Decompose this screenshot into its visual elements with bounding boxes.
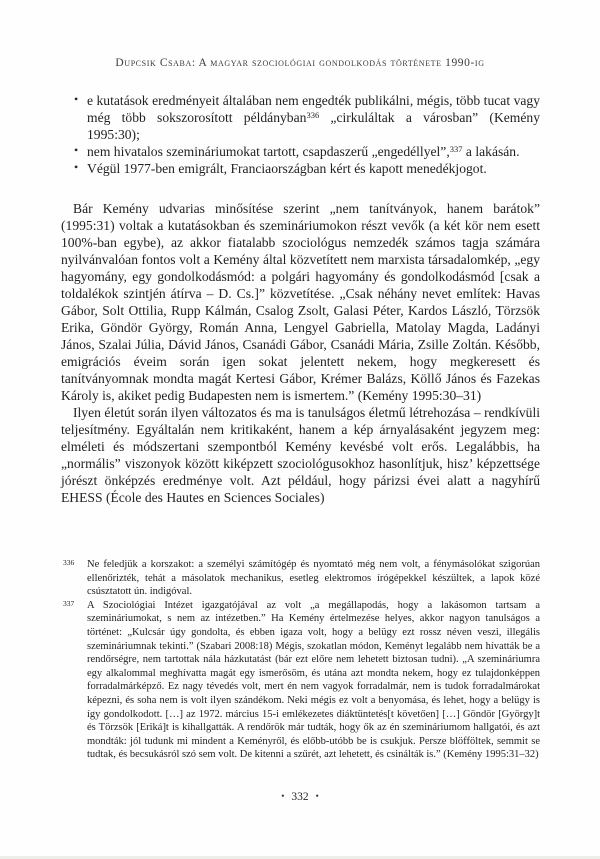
footnote-number: 336 [63,558,75,567]
footnote [61,599,540,762]
bullet-icon: • [74,143,79,157]
page-body [61,92,540,506]
paragraph [61,404,540,506]
running-header [0,57,600,69]
footnotes-section [61,558,540,762]
footnote-text: A Szociológiai Intézet igazgatójával az volt „a megállapodás, hogy a lakásomon tartsam a szemináriumokat, s nem az intézetben.” Ha Kemény értelmezése helyes, akkor nagyon tanulságos a történet: „Kulcsár úgy gondolta, és ebben igaza volt, hogy a belügy ezt rossz néven veszi, illegális szemináriumnak tekinti.” (Szabari 2008:18) Mégis, szokatlan módon, Keményt legalább nem hívatták be a rendőrségre, nem tartottak nála házkutatást (bár ezt előre nem lehetett biztosan tudni). „A szemináriumra egy alkalommal meghívatta magát egy ismerősöm, és utána azt mondta nekem, hogy ez tulajdonképpen forradalmárképző. Ez nagy tévedés volt, mert én nem vagyok forradalmár, nem is tudok forradalmárokat képezni, és soha nem is volt ilyen szándékom. Neki mégis ez volt a benyomása, és lehet, hogy a belügy is így gondolkodott. […] az 1972. március 15-i emlékezetes diáktüntetés[t követően] […] Göndör [György]t és Törzsök [Eriká]t is kihallgatták. A rendőrök már tudták, hogy ők az én szemináriumom hallgatói, és azt mondták: jól tudunk mi mindent a Keményről, és előbb-utóbb be is csukjuk. Persze blöfföltek, semmit se tudtak, és becsukásról szó sem volt. De kitenni a szűrét, azt lehetett, és csinálták is.” (Kemény 1995:31–32) [87,599,540,761]
bullet-text: Végül 1977-ben emigrált, Franciaországban kért és kapott menedékjogot. [87,161,487,176]
footnote-text: Ne feledjük a korszakot: a személyi számítógép és nyomtató még nem volt, a fénymásolókat szigorúan ellenőrizték, tehát a másolatok mechanikus, esetleg elektromos írógépekkel készültek, a lapok közé csúsztatott ún. indigóval. [87,559,540,598]
running-header-text: Dupcsik Csaba: A magyar szociológiai gondolkodás története 1990-ig [115,57,485,69]
paragraph-text: Bár Kemény udvarias minősítése szerint „nem tanítványok, hanem barátok” (1995:31) voltak a kutatásokban és szemináriumokon részt vevők (a két kör nem esett 100%-ban egybe), az akkor fiatalabb szociológus nemzedék számos tagja számára nyilvánvalóan fontos volt a Kemény által közvetített nem marxista társadalomkép, „egy hagyomány, egy gondolkodásmód: a polgári hagyomány és gondolkodásmód [csak a toldalékok szintjén átírva – D. Cs.]” közvetítése. „Csak néhány nevet említek: Havas Gábor, Solt Ottilia, Rupp Kálmán, Csalog Zsolt, Galasi Péter, Kardos László, Törzsök Erika, Göndör György, Román Anna, Lengyel Gabriella, Matolay Magda, Ladányi János, Szalai Júlia, Dávid János, Csanádi Gábor, Csanádi Mária, Zsille Zoltán. Később, emigrációs éveim során igen sokat jelentett nekem, hogy megkeresett és tanítványomnak mondta magát Kertesi Gábor, Krémer Balázs, Köllő János és Fazekas Károly is, akiket pedig Budapesten nem is ismertem.” (Kemény 1995:30–31) [61,201,540,403]
bullet-list [61,92,540,177]
bullet-text: nem hivatalos szemináriumokat tartott, csapdaszerű „engedéllyel”, [87,144,450,159]
list-item [74,160,540,177]
footer-dot-icon: • [281,791,285,801]
page-number: 332 [291,791,309,803]
footnote-ref-337: 337 [449,144,463,154]
paragraph-text: Ilyen életút során ilyen változatos és ma is tanulságos életmű létrehozása – rendkívüli teljesítmény. Egyáltalán nem kritikaként, hanem a kép árnyalásaként jegyzem meg: elméleti és módszertani szempontból Kemény kevésbé volt erős. Legalábbis, ha „normális” viszonyok között kiképzett szociológusokhoz hasonlítjuk, hisz’ képzettsége jórészt önképzés eredménye volt. Azt például, hogy párizsi évei alatt a nagyhírű EHESS (École des Hautes en Sciences Sociales) [61,405,540,505]
footnote-ref-336: 336 [306,110,320,120]
bullet-icon: • [74,92,79,106]
bullet-text: e kutatások eredményeit általában nem engedték publikálni, mégis, több tucat vagy még több sokszorosított példányban [87,93,540,125]
bullet-text: a lakásán. [462,144,520,159]
footer-dot-icon: • [315,791,319,801]
list-item [74,143,540,160]
page-footer [0,791,600,803]
footnote-number: 337 [63,598,75,608]
list-item [74,92,540,143]
paragraph [61,200,540,404]
footnote [61,558,540,599]
bullet-text: „cirkuláltak a városban” (Kemény 1995:30); [87,110,540,142]
bullet-icon: • [74,160,79,174]
